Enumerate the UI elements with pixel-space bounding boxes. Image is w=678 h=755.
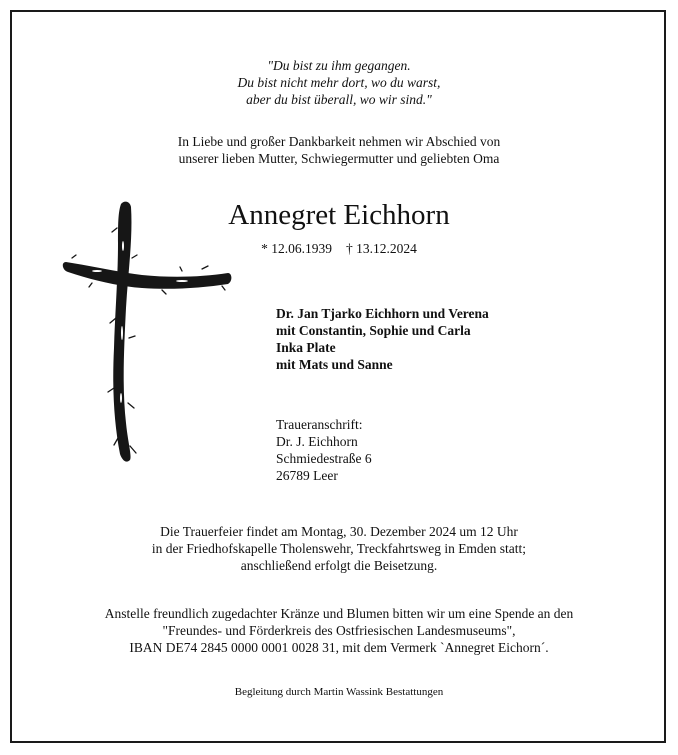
death-date: † 13.12.2024 [346,241,417,256]
cross-icon [62,198,234,466]
mourning-address [276,416,372,484]
ceremony-line: Die Trauerfeier findet am Montag, 30. Dezember 2024 um 12 Uhr [160,524,518,539]
quote-line: aber du bist überall, wo wir sind." [246,92,432,107]
ceremony-line: in der Friedhofskapelle Tholenswehr, Treckfahrtsweg in Emden statt; [151,541,527,556]
life-dates [0,240,678,257]
donation-line: IBAN DE74 2845 0000 0001 0028 31, mit dem Vermerk `Annegret Eichorn´. [129,640,549,655]
quote [0,57,678,108]
undertaker-footer: Begleitung durch Martin Wassink Bestattungen [234,686,444,698]
donation-info [0,605,678,656]
family-line: mit Constantin, Sophie und Carla [276,323,471,338]
address-line: Schmiedestraße 6 [276,451,372,466]
intro-text [0,133,678,167]
family-line: Inka Plate [276,340,336,355]
family-list [276,305,489,373]
intro-line: unserer lieben Mutter, Schwiegermutter und geliebten Oma [178,151,500,166]
family-line: Dr. Jan Tjarko Eichhorn und Verena [276,306,489,321]
address-line: Dr. J. Eichhorn [276,434,358,449]
ceremony-info [0,523,678,574]
ceremony-line: anschließend erfolgt die Beisetzung. [240,558,438,573]
family-line: mit Mats und Sanne [276,357,393,372]
intro-line: In Liebe und großer Dankbarkeit nehmen wir Abschied von [177,134,501,149]
donation-line: Anstelle freundlich zugedachter Kränze und Blumen bitten wir um eine Spende an den [104,606,574,621]
address-line: Traueranschrift: [276,417,363,432]
donation-line: "Freundes- und Förderkreis des Ostfriesischen Landesmuseums", [162,623,516,638]
quote-line: Du bist nicht mehr dort, wo du warst, [237,75,441,90]
address-line: 26789 Leer [276,468,338,483]
quote-line: "Du bist zu ihm gegangen. [267,58,411,73]
birth-date: * 12.06.1939 [261,241,332,256]
deceased-name: Annegret Eichhorn [228,199,450,231]
